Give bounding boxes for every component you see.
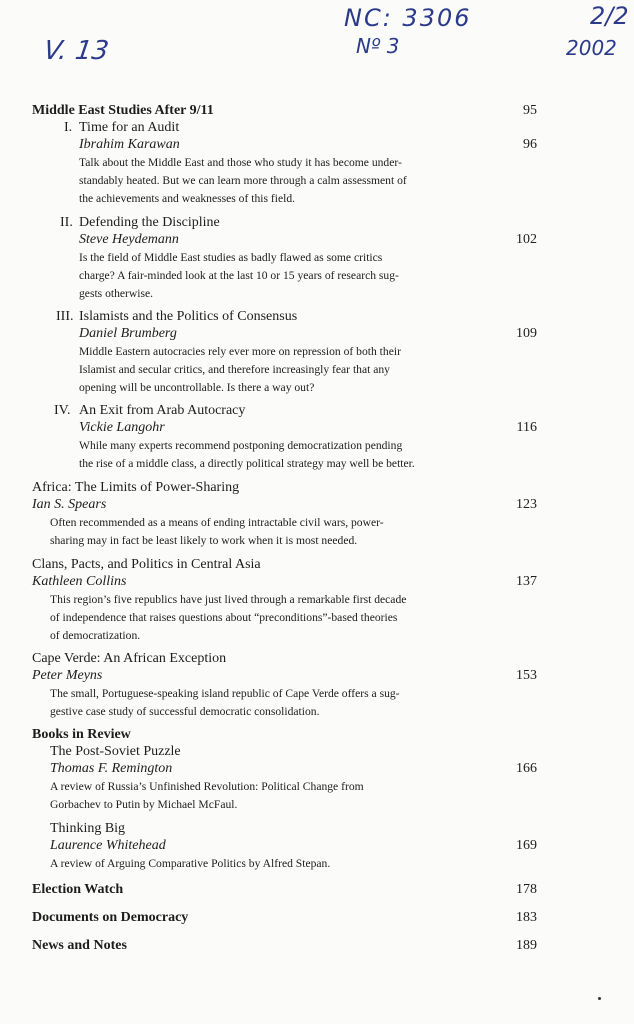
handwritten-date-top: 2/2 (590, 2, 629, 30)
article-numeral: IV. (54, 403, 71, 418)
article-description: While many experts recommend postponing democratization pending the rise of a middle class, a directly political strategy may well be better. (79, 439, 415, 470)
page-number: 169 (516, 838, 537, 853)
review-title: Thinking Big (50, 821, 126, 836)
article-title: Clans, Pacts, and Politics in Central Asia (32, 557, 261, 572)
page-number: 123 (516, 497, 537, 512)
article-author: Ian S. Spears (32, 497, 107, 512)
page-number: 96 (523, 137, 537, 152)
page-number: 116 (516, 420, 537, 435)
section-title-news-and-notes: News and Notes (32, 938, 127, 953)
article-numeral: II. (60, 215, 73, 230)
article-author: Vickie Langohr (79, 420, 165, 435)
review-author: Laurence Whitehead (50, 838, 166, 853)
article-author: Ibrahim Karawan (79, 137, 180, 152)
article-title: Time for an Audit (79, 120, 180, 135)
section-title-documents-on-democracy: Documents on Democracy (32, 910, 189, 925)
article-author: Kathleen Collins (32, 574, 127, 589)
article-numeral: I. (64, 120, 73, 135)
page-number: 102 (516, 232, 537, 247)
handwritten-date-bottom: 2002 (566, 36, 617, 60)
review-author: Thomas F. Remington (50, 761, 173, 776)
article-author: Steve Heydemann (79, 232, 179, 247)
article-description: Is the field of Middle East studies as badly flawed as some critics charge? A fair-minded look at the last 10 or 15 years of research sug- gests otherwise. (79, 251, 399, 300)
article-numeral: III. (56, 309, 74, 324)
section-title-books-in-review: Books in Review (32, 727, 131, 742)
article-description: Often recommended as a means of ending intractable civil wars, power- sharing may in fact be least likely to work when it is most needed. (50, 516, 384, 547)
review-title: The Post-Soviet Puzzle (50, 744, 181, 759)
page-number: 183 (516, 910, 537, 925)
handwritten-volume: V. 13 (41, 36, 111, 66)
article-description: Middle Eastern autocracies rely ever more on repression of both their Islamist and secular critics, and therefore increasingly fear that any opening will be uncontrollable. Is there a way out? (79, 345, 401, 394)
page-number: 166 (516, 761, 537, 776)
article-title: Cape Verde: An African Exception (32, 651, 227, 666)
handwritten-issue: Nº 3 (356, 34, 400, 58)
page-number: 153 (516, 668, 537, 683)
section-title-election-watch: Election Watch (32, 882, 124, 897)
article-description: This region’s five republics have just lived through a remarkable first decade of independence that raises questions about “preconditions”-based theories of democratization. (50, 593, 407, 642)
paper-speck (598, 997, 601, 1000)
section-title-middle-east: Middle East Studies After 9/11 (32, 103, 214, 118)
article-title: Islamists and the Politics of Consensus (79, 309, 298, 324)
review-description: A review of Arguing Comparative Politics by Alfred Stepan. (50, 857, 331, 870)
page-number: 137 (516, 574, 537, 589)
page-number: 178 (516, 882, 537, 897)
article-description: Talk about the Middle East and those who study it has become under- standably heated. But we can learn more through a calm assessment of the achievements and weaknesses of this field. (79, 156, 407, 205)
page-number: 109 (516, 326, 537, 341)
handwritten-call-number: NC: 3306 (344, 4, 472, 32)
article-description: The small, Portuguese-speaking island republic of Cape Verde offers a sug- gestive case study of successful democratic consolidation. (50, 687, 400, 718)
review-description: A review of Russia’s Unfinished Revolution: Political Change from Gorbachev to Putin by Michael McFaul. (50, 780, 364, 811)
article-title: Africa: The Limits of Power-Sharing (32, 480, 240, 495)
article-author: Peter Meyns (32, 668, 103, 683)
article-author: Daniel Brumberg (79, 326, 177, 341)
article-title: An Exit from Arab Autocracy (79, 403, 246, 418)
page-number: 95 (523, 103, 537, 118)
article-title: Defending the Discipline (79, 215, 220, 230)
page-number: 189 (516, 938, 537, 953)
